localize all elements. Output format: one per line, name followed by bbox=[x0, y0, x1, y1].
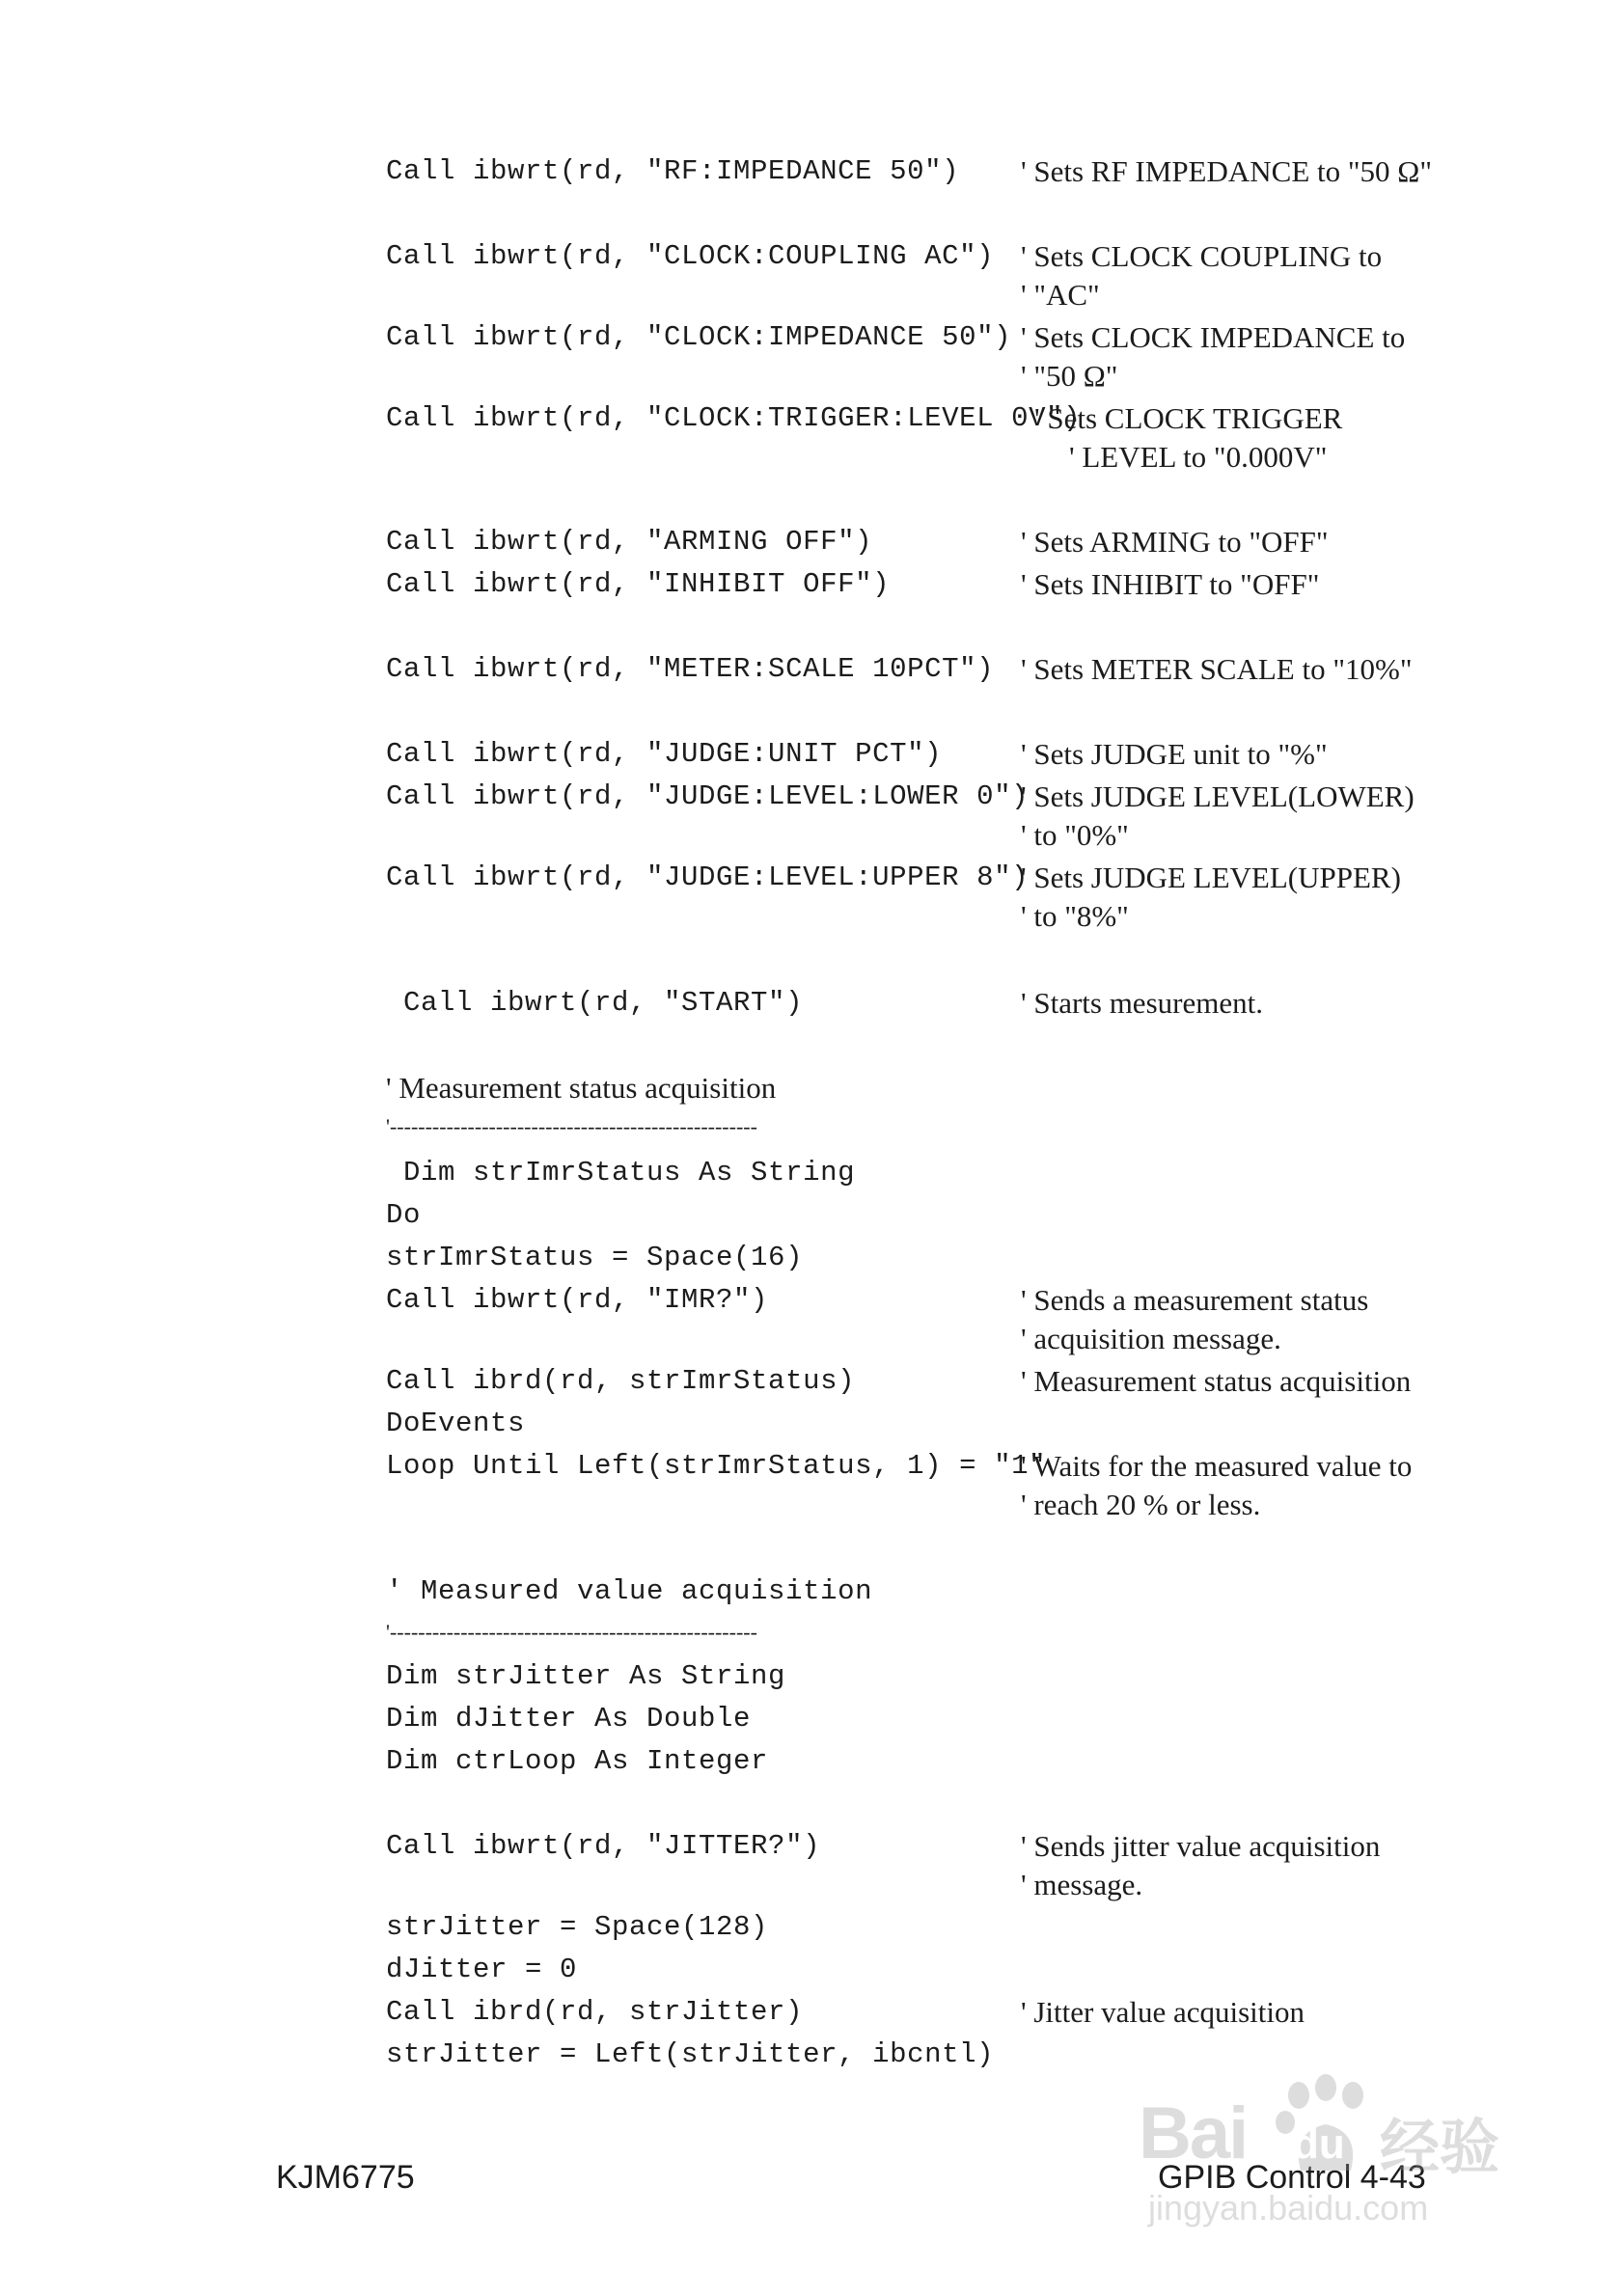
code-text: Call ibwrt(rd, "JUDGE:LEVEL:LOWER 0") bbox=[386, 780, 1030, 812]
code-text: strImrStatus = Space(16) bbox=[386, 1242, 804, 1273]
code-comment: ' Sets ARMING to "OFF" bbox=[1021, 525, 1329, 559]
code-line bbox=[0, 735, 1621, 781]
code-comment: ' acquisition message. bbox=[1021, 1322, 1281, 1355]
code-text: strJitter = Left(strJitter, ibcntl) bbox=[386, 2038, 995, 2070]
code-line bbox=[0, 1908, 1621, 1954]
code-text: Dim strImrStatus As String bbox=[386, 1157, 856, 1189]
code-line bbox=[0, 1657, 1621, 1704]
code-text: Call ibwrt(rd, "CLOCK:IMPEDANCE 50") bbox=[386, 321, 1012, 353]
section-heading: ' Measured value acquisition bbox=[386, 1575, 873, 1607]
code-text: Call ibwrt(rd, "INHIBIT OFF") bbox=[386, 568, 891, 600]
watermark-cn: 经验 bbox=[1380, 2115, 1500, 2181]
code-line bbox=[0, 650, 1621, 697]
code-comment: ' Waits for the measured value to bbox=[1021, 1449, 1413, 1483]
code-line bbox=[0, 1993, 1621, 2039]
code-text: Call ibwrt(rd, "RF:IMPEDANCE 50") bbox=[386, 155, 960, 187]
section-heading: ' Measurement status acquisition bbox=[386, 1071, 777, 1105]
code-line bbox=[0, 565, 1621, 612]
code-line bbox=[0, 1742, 1621, 1789]
code-line bbox=[0, 1405, 1621, 1451]
code-line bbox=[0, 276, 1621, 322]
code-comment: ' Sends a measurement status bbox=[1021, 1283, 1369, 1317]
code-comment: ' Sets METER SCALE to "10%" bbox=[1021, 652, 1413, 686]
code-line bbox=[0, 1320, 1621, 1366]
code-comment: ' Measurement status acquisition bbox=[1021, 1364, 1412, 1398]
baidu-watermark bbox=[1139, 2074, 1544, 2248]
code-comment: ' LEVEL to "0.000V" bbox=[1069, 440, 1328, 474]
code-text: Dim strJitter As String bbox=[386, 1660, 786, 1692]
separator-line: '---------------------------------------------------- bbox=[386, 1620, 757, 1644]
code-comment: ' reach 20 % or less. bbox=[1021, 1488, 1261, 1521]
code-comment: ' "AC" bbox=[1021, 278, 1100, 312]
code-text: Do bbox=[386, 1199, 422, 1231]
code-comment: ' message. bbox=[1021, 1868, 1143, 1901]
code-comment: ' Sets CLOCK TRIGGER bbox=[1034, 401, 1343, 435]
code-line bbox=[0, 1239, 1621, 1285]
code-line bbox=[0, 897, 1621, 943]
code-text: DoEvents bbox=[386, 1408, 526, 1439]
code-line bbox=[0, 984, 1621, 1030]
code-comment: ' Sets JUDGE LEVEL(LOWER) bbox=[1021, 779, 1415, 813]
code-comment: ' to "0%" bbox=[1021, 818, 1129, 852]
code-text: Loop Until Left(strImrStatus, 1) = "1" bbox=[386, 1450, 1047, 1482]
code-line bbox=[0, 523, 1621, 569]
code-line bbox=[0, 1362, 1621, 1408]
code-line bbox=[0, 1109, 1621, 1156]
code-text: Call ibwrt(rd, "CLOCK:TRIGGER:LEVEL 0V") bbox=[386, 402, 1082, 434]
code-line bbox=[0, 1572, 1621, 1619]
watermark-paw-text: du bbox=[1293, 2120, 1345, 2168]
code-line bbox=[0, 1154, 1621, 1200]
code-line bbox=[0, 1951, 1621, 1997]
code-comment: ' Sets JUDGE unit to "%" bbox=[1021, 737, 1328, 771]
code-text: Call ibwrt(rd, "START") bbox=[386, 987, 804, 1019]
code-line bbox=[0, 816, 1621, 862]
code-comment: ' Sets INHIBIT to "OFF" bbox=[1021, 567, 1320, 601]
code-comment: ' Starts mesurement. bbox=[1021, 986, 1263, 1020]
code-line bbox=[0, 1196, 1621, 1243]
code-comment: ' Sets CLOCK IMPEDANCE to bbox=[1021, 320, 1406, 354]
code-text: Call ibwrt(rd, "JITTER?") bbox=[386, 1830, 821, 1862]
watermark-url: jingyan.baidu.com bbox=[1148, 2188, 1429, 2228]
section-comment bbox=[0, 1069, 1621, 1115]
code-text: Dim dJitter As Double bbox=[386, 1703, 752, 1735]
code-text: Call ibwrt(rd, "CLOCK:COUPLING AC") bbox=[386, 240, 995, 272]
code-text: Dim ctrLoop As Integer bbox=[386, 1745, 769, 1777]
code-text: Call ibwrt(rd, "METER:SCALE 10PCT") bbox=[386, 653, 995, 685]
code-text: Call ibwrt(rd, "JUDGE:UNIT PCT") bbox=[386, 738, 943, 770]
code-text: Call ibrd(rd, strImrStatus) bbox=[386, 1365, 856, 1397]
code-text: strJitter = Space(128) bbox=[386, 1911, 769, 1943]
code-comment: ' Sets RF IMPEDANCE to "50 Ω" bbox=[1021, 154, 1432, 188]
code-line bbox=[0, 1700, 1621, 1746]
code-comment: ' "50 Ω" bbox=[1021, 359, 1118, 393]
code-line bbox=[0, 357, 1621, 403]
code-line bbox=[0, 438, 1621, 484]
code-comment: ' Jitter value acquisition bbox=[1021, 1995, 1305, 2029]
code-line bbox=[0, 1866, 1621, 1912]
code-comment: ' Sends jitter value acquisition bbox=[1021, 1829, 1381, 1863]
code-comment: ' to "8%" bbox=[1021, 899, 1129, 933]
separator-line: '---------------------------------------------------- bbox=[386, 1114, 757, 1138]
code-text: Call ibwrt(rd, "IMR?") bbox=[386, 1284, 769, 1316]
code-text: Call ibwrt(rd, "ARMING OFF") bbox=[386, 526, 873, 558]
code-line bbox=[0, 1615, 1621, 1661]
code-comment: ' Sets JUDGE LEVEL(UPPER) bbox=[1021, 861, 1401, 894]
code-text: Call ibrd(rd, strJitter) bbox=[386, 1996, 804, 2028]
footer-page-label: GPIB Control 4-43 bbox=[1158, 2159, 1426, 2196]
code-text: Call ibwrt(rd, "JUDGE:LEVEL:UPPER 8") bbox=[386, 861, 1030, 893]
code-line bbox=[0, 1486, 1621, 1532]
watermark-brand: Bai bbox=[1139, 2092, 1248, 2174]
code-comment: ' Sets CLOCK COUPLING to bbox=[1021, 239, 1383, 273]
code-line bbox=[0, 152, 1621, 199]
footer-model-number: KJM6775 bbox=[276, 2159, 415, 2196]
code-text: dJitter = 0 bbox=[386, 1954, 578, 1985]
